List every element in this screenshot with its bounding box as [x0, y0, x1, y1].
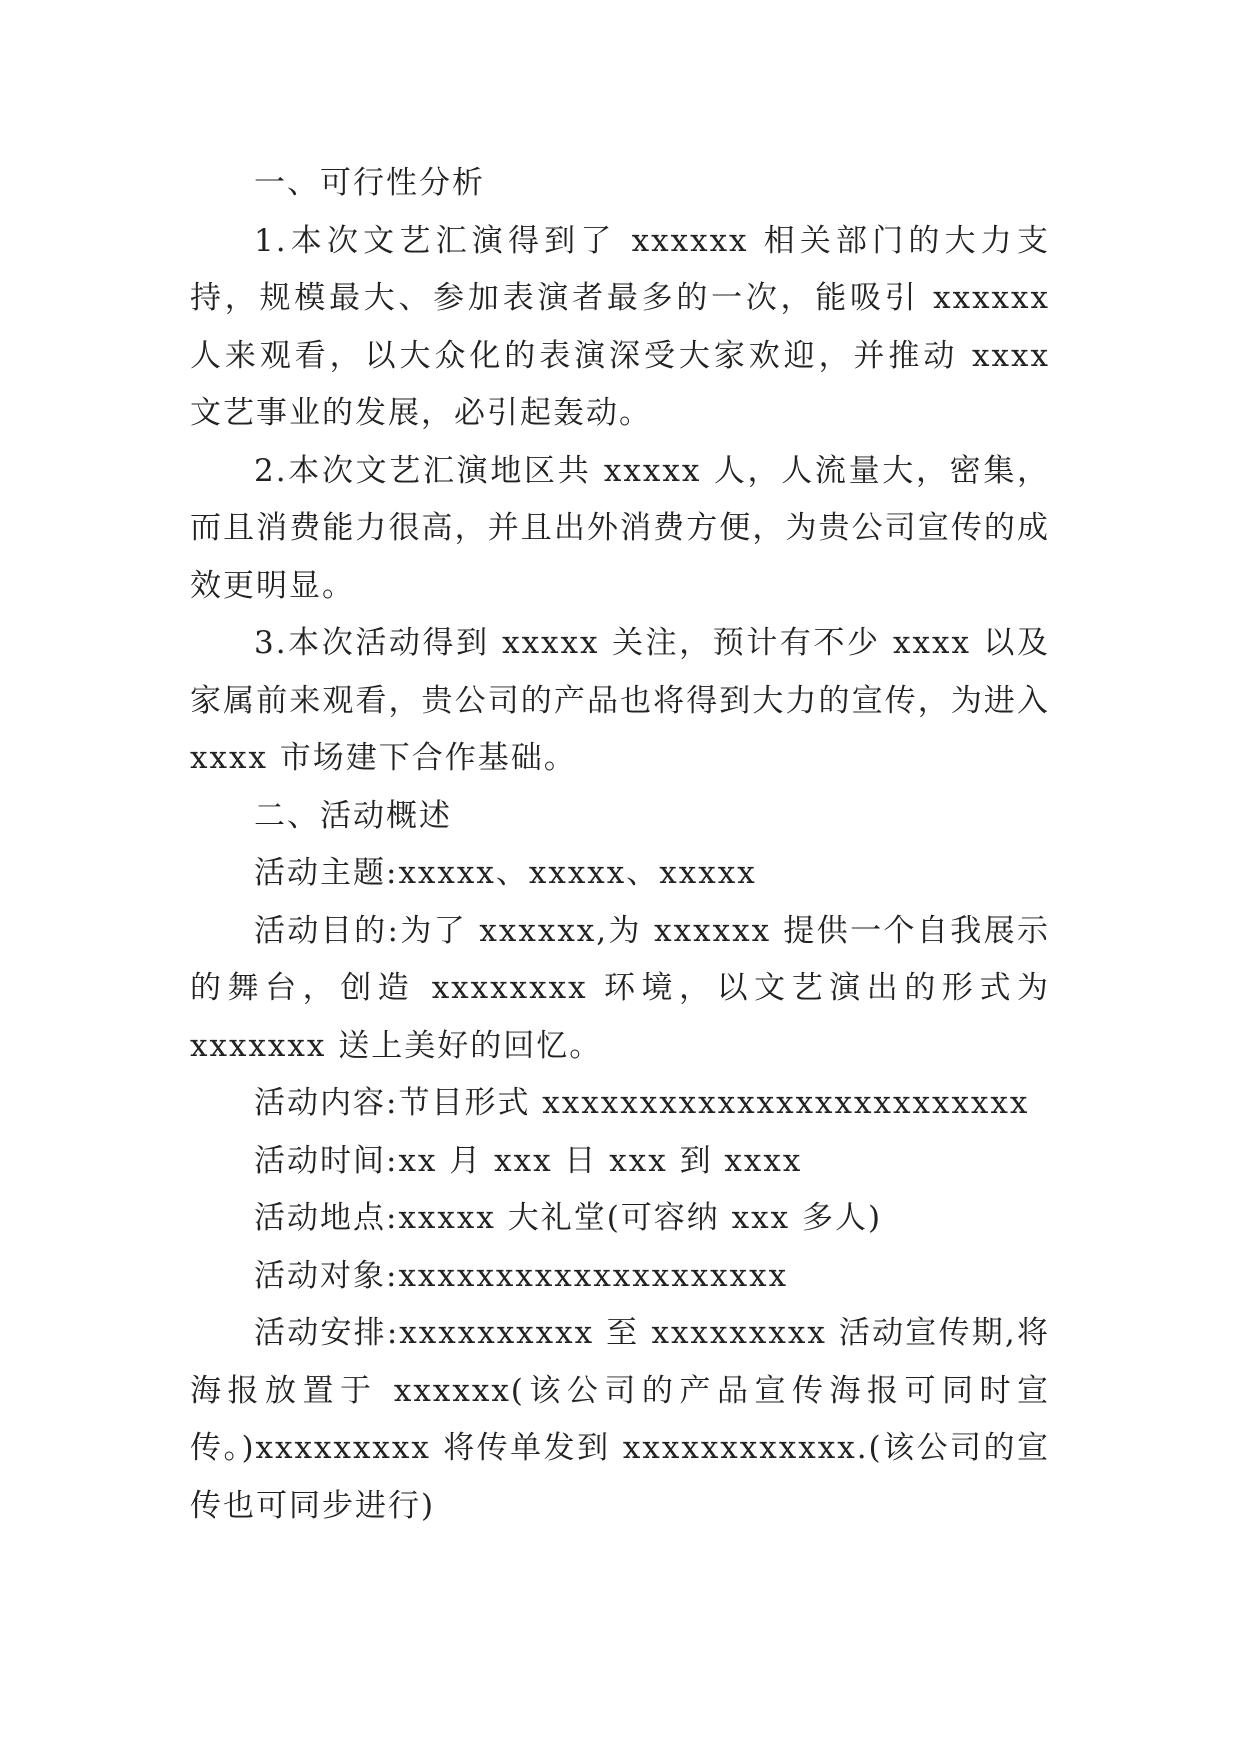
paragraph-activity-location: 活动地点:xxxxx 大礼堂(可容纳 xxx 多人)	[254, 1200, 883, 1236]
paragraph-activity-arrangement: 活动安排:xxxxxxxxxx 至 xxxxxxxxx 活动宣传期,将海报放置于 xxxxxx(该公司的产品宣传海报可同时宣传。)xxxxxxxxx 将传单发到 xxxxxxxxxxxx.(该公司的宣传也可同步进行)	[190, 1315, 1050, 1524]
paragraph-feasibility-2: 2.本次文艺汇演地区共 xxxxx 人，人流量大，密集，而且消费能力很高，并且出外消费方便，为贵公司宣传的成效更明显。	[190, 452, 1050, 604]
paragraph-activity-time: 活动时间:xx 月 xxx 日 xxx 到 xxxx	[254, 1142, 803, 1179]
paragraph-activity-content: 活动内容:节目形式 xxxxxxxxxxxxxxxxxxxxxxxxx	[254, 1085, 1030, 1121]
paragraph-feasibility-1: 1.本次文艺汇演得到了 xxxxxx 相关部门的大力支持，规模最大、参加表演者最多的一次，能吸引 xxxxxx 人来观看，以大众化的表演深受大家欢迎，并推动 xxxx 文艺事业的发展，必引起轰动。	[190, 222, 1050, 431]
section-heading-feasibility: 一、可行性分析	[254, 165, 485, 201]
paragraph-activity-purpose: 活动目的:为了 xxxxxx,为 xxxxxx 提供一个自我展示的舞台，创造 xxxxxxxx 环境，以文艺演出的形式为 xxxxxxx 送上美好的回忆。	[190, 912, 1050, 1064]
paragraph-activity-audience: 活动对象:xxxxxxxxxxxxxxxxxxxx	[254, 1257, 789, 1294]
document-body	[190, 155, 1050, 1535]
paragraph-feasibility-3: 3.本次活动得到 xxxxx 关注，预计有不少 xxxx 以及家属前来观看，贵公司的产品也将得到大力的宣传，为进入 xxxx 市场建下合作基础。	[190, 625, 1050, 776]
section-heading-overview: 二、活动概述	[254, 797, 452, 834]
paragraph-activity-theme: 活动主题:xxxxx、xxxxx、xxxxx	[254, 855, 757, 891]
